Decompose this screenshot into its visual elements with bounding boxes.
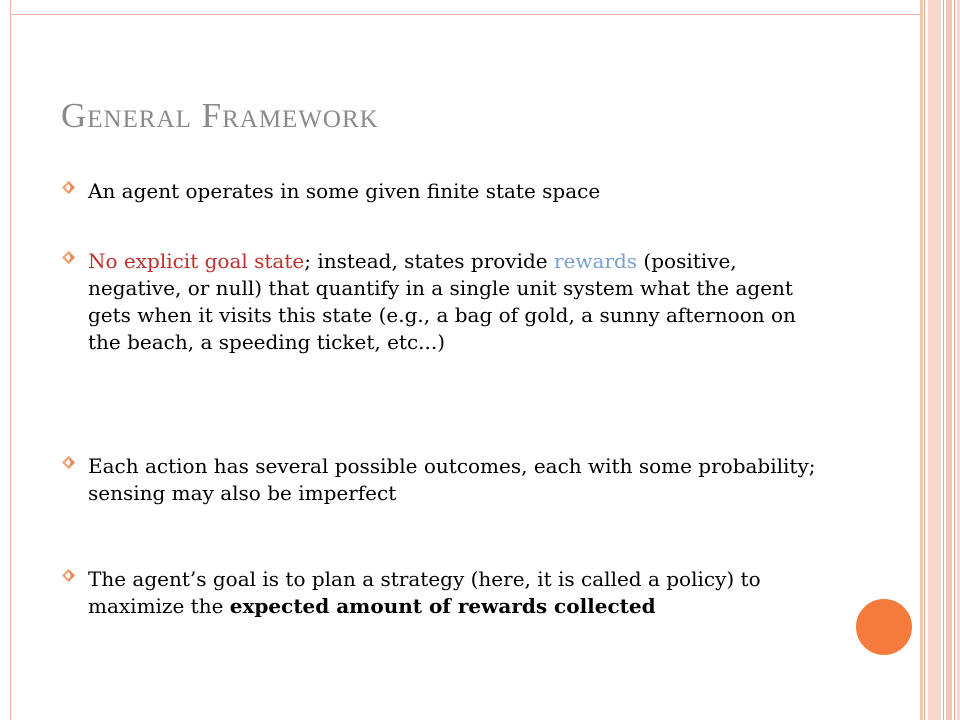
- decorative-stripes: [920, 0, 960, 720]
- highlight-blue-phrase: rewards: [554, 249, 638, 273]
- stripe: [920, 0, 923, 720]
- slide-title: General Framework: [61, 96, 379, 135]
- stripe: [928, 0, 941, 720]
- bullet-arrow-icon: [62, 251, 75, 264]
- bullet-text: [88, 248, 830, 356]
- frame-left-border: [10, 0, 11, 720]
- bullet-text-part: The agent’s goal is to plan a strategy (here, it is called a policy) to maximize the: [88, 567, 761, 618]
- bullet-arrow-icon: [62, 569, 75, 582]
- stripe: [943, 0, 944, 720]
- stripe: [954, 0, 955, 720]
- bullet-arrow-icon: [62, 456, 75, 469]
- highlight-red-phrase: No explicit goal state: [88, 249, 305, 273]
- stripe: [946, 0, 952, 720]
- stripe: [924, 0, 925, 720]
- bold-phrase: expected amount of rewards collected: [229, 594, 656, 618]
- bullet-arrow-icon: [62, 181, 75, 194]
- bullet-text-part: ; instead, states provide: [304, 249, 554, 273]
- decorative-circle: [854, 597, 914, 657]
- bullet-text: [88, 566, 830, 620]
- bullet-text: An agent operates in some given finite state space: [88, 179, 601, 203]
- bullet-text: Each action has several possible outcomes, each with some probability; sensing may also be imperfect: [88, 454, 816, 505]
- bullet-text-part: (positive, negative, or null) that quantify in a single unit system what the agent gets when it visits this state (e.g., a bag of gold, a sunny afternoon on the beach, a speeding ticket, etc...): [88, 249, 796, 354]
- frame-top-border: [10, 14, 920, 15]
